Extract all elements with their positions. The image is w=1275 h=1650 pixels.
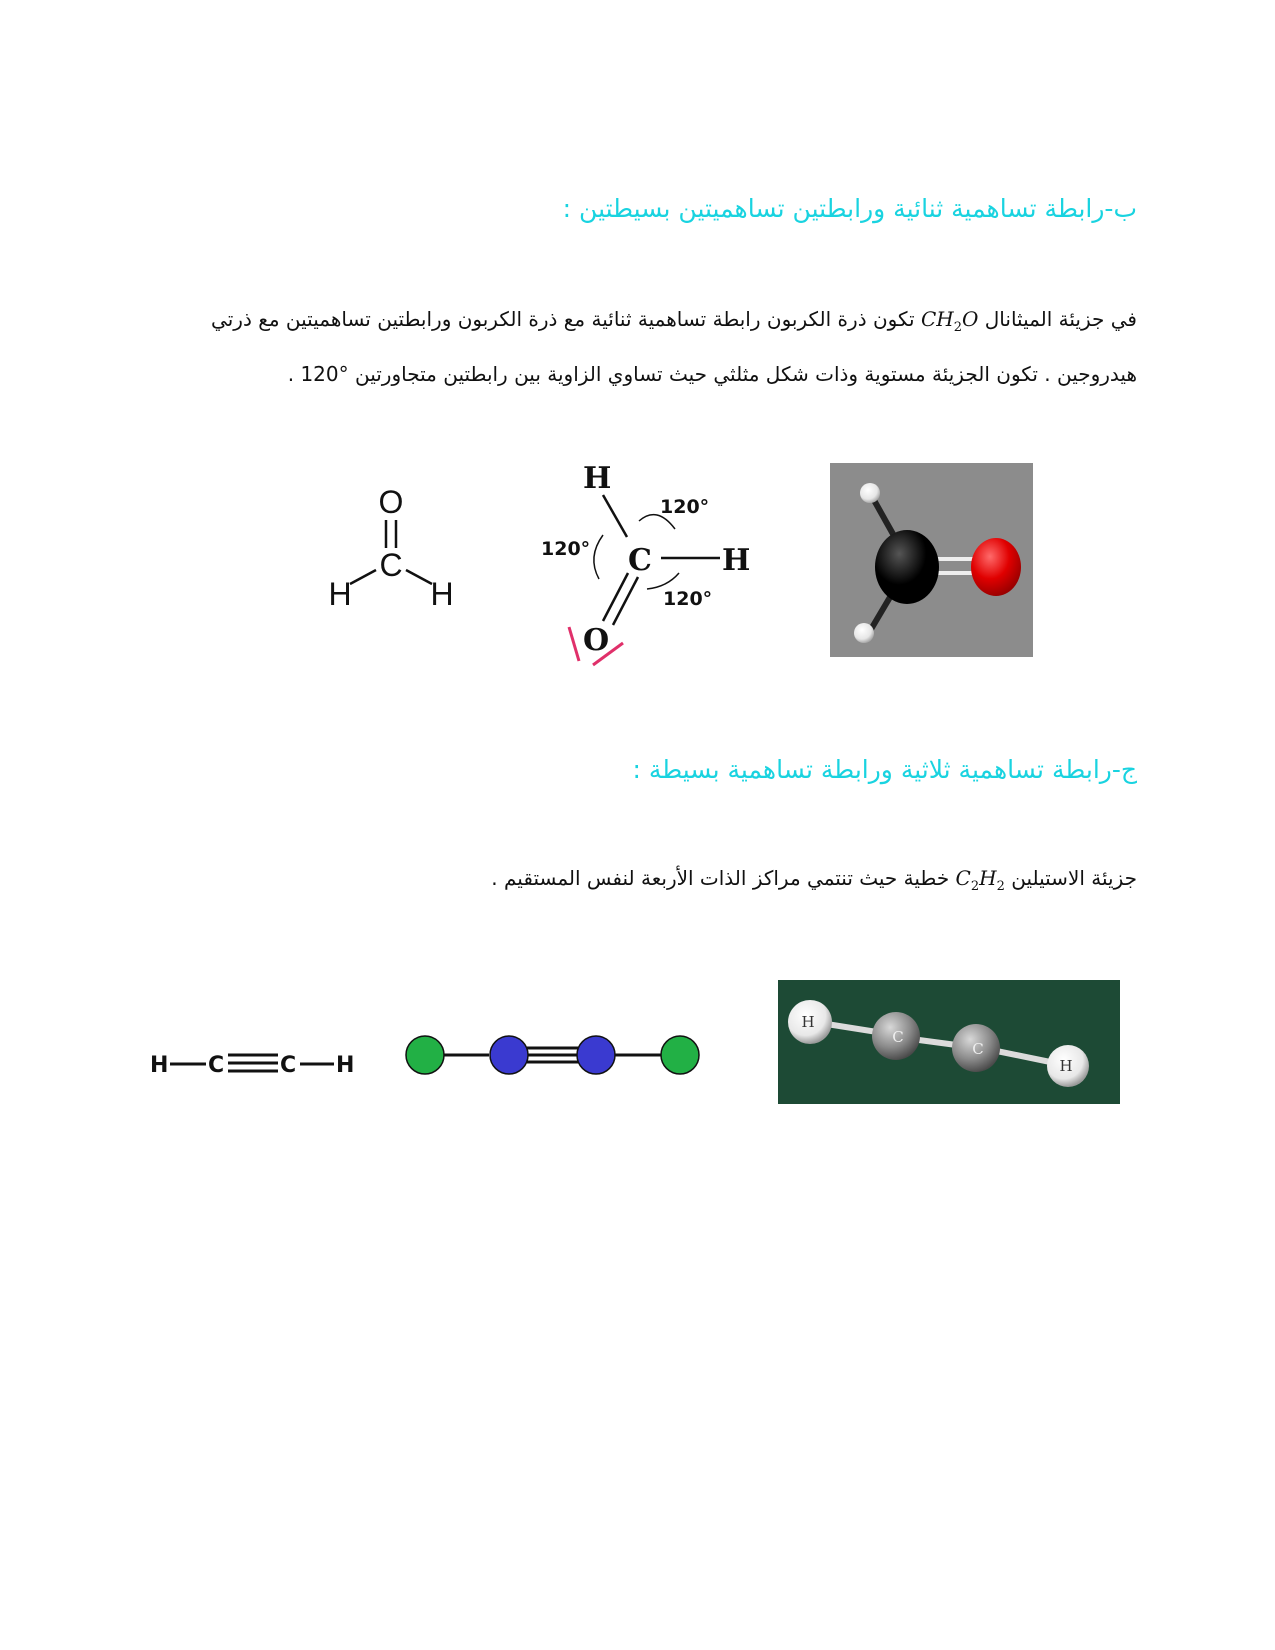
bond-c-o-line-2 (613, 577, 638, 625)
atom-h-right: H (430, 576, 454, 612)
atom-h-right: H (722, 543, 751, 578)
section-b-heading: ب-رابطة تساهمية ثنائية ورابطتين تساهميتين بسيطتين : (562, 194, 1137, 223)
bond-c-o-line-1 (603, 573, 628, 621)
atom-ball-h-top (860, 483, 880, 503)
para-c-end: خطية حيث تنتمي مراكز الذات الأربعة لنفس المستقيم . (491, 866, 950, 890)
atom-ball-h-bottom (854, 623, 874, 643)
ball-h-left (406, 1036, 444, 1074)
atom-o-bottom: O (583, 623, 610, 658)
formula-ch2o-main: CH (920, 307, 954, 331)
acetylene-ball-model (403, 1033, 703, 1077)
angle-label-top: 120° (660, 496, 710, 518)
lone-pair-left (569, 627, 579, 661)
atom-ball-o (971, 538, 1021, 596)
bond-c-h-left (350, 570, 376, 584)
formula-c2h2-h: H (979, 866, 997, 890)
ball-h-right (661, 1036, 699, 1074)
formula-c2h2 (955, 866, 1005, 894)
atom-c: C (379, 547, 403, 583)
section-b-line-1 (211, 296, 1137, 351)
angle-value: 120° (300, 362, 349, 386)
acetylene-h-right: H (336, 1053, 355, 1078)
label3d-c-right: C (972, 1040, 984, 1058)
acetylene-c-right: C (280, 1053, 297, 1078)
section-b-paragraph (211, 296, 1137, 397)
para-b-line1-end: تكون ذرة الكربون رابطة تساهمية ثنائية مع ذرة الكربون ورابطتين تساهميتين مع ذرتي (211, 307, 915, 331)
angle-label-bottom: 120° (663, 588, 713, 610)
para-b-line2-text: هيدروجين . تكون الجزيئة مستوية وذات شكل مثلثي حيث تساوي الزاوية بين رابطتين متجاورتين (354, 362, 1137, 386)
atom-h-top: H (583, 461, 612, 496)
section-c-heading: ج-رابطة تساهمية ثلاثية ورابطة تساهمية بسيطة : (632, 755, 1137, 784)
formula-ch2o-sub: 2 (953, 320, 962, 335)
label3d-h-left: H (801, 1013, 815, 1031)
acetylene-structural-formula (148, 1045, 358, 1081)
para-b-line1-start: في جزيئة الميثانال (984, 307, 1137, 331)
formula-c2h2-h-sub: 2 (996, 879, 1005, 894)
acetylene-3d-model (778, 980, 1120, 1104)
formaldehyde-3d-model (830, 463, 1033, 657)
formaldehyde-structural-formula (320, 480, 470, 615)
ball-c-left (490, 1036, 528, 1074)
angle-arc-left (594, 535, 603, 579)
atom-c-center: C (628, 543, 652, 578)
ball-c-right (577, 1036, 615, 1074)
formula-ch2o-end: O (961, 307, 979, 331)
section-b-line-2 (211, 351, 1137, 397)
atom-ball-c (875, 530, 939, 604)
atom-o: O (378, 484, 404, 520)
formaldehyde-angle-diagram (535, 455, 765, 675)
para-c-start: جزيئة الاستيلين (1011, 866, 1137, 890)
label3d-h-right: H (1059, 1057, 1073, 1075)
atom-h-left: H (328, 576, 352, 612)
label3d-c-left: C (892, 1028, 904, 1046)
formula-ch2o (920, 307, 979, 335)
bond-c-h-right (406, 570, 432, 584)
angle-label-left: 120° (541, 538, 591, 560)
acetylene-h-left: H (150, 1053, 169, 1078)
section-c-paragraph (491, 855, 1137, 910)
para-b-line2-dot: . (287, 362, 295, 386)
formula-c2h2-c-sub: 2 (970, 879, 980, 894)
acetylene-c-left: C (208, 1053, 225, 1078)
formula-c2h2-c: C (955, 866, 971, 890)
bond-c-h-top (603, 495, 627, 537)
